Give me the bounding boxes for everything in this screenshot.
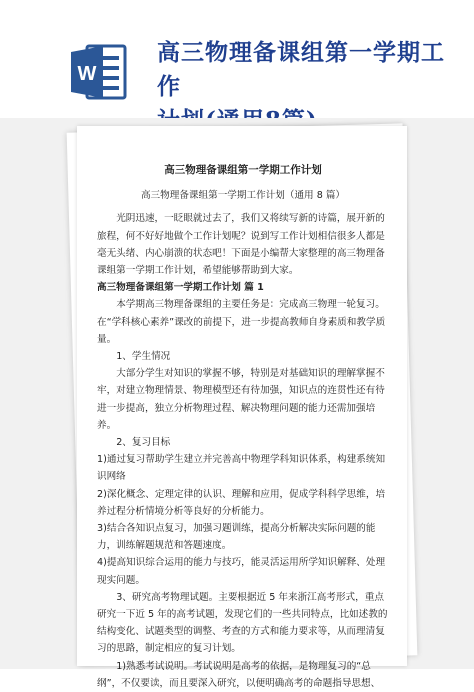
heading-review-goals: 2、复习目标 bbox=[116, 437, 171, 449]
paragraph-exam-outline: 1)熟悉考试说明。考试说明是高考的依据，是物理复习的“总纲”，不仅要读，而且要深入研究，以便明确高考的命题指导思想、 bbox=[97, 660, 381, 689]
goal-item: 1)通过复习帮助学生建立并完善高中物理学科知识体系，构建系统知识网络 bbox=[97, 454, 386, 483]
document-title: 高三物理备课组第一学期工作计划 bbox=[164, 164, 322, 176]
paragraph-tasks: 本学期高三物理备课组的主要任务是：完成高三物理一轮复习。在“学科核心素养”课改的前提下，进一步提高教师自身素质和教学质量。 bbox=[97, 299, 386, 345]
document-subtitle: 高三物理备课组第一学期工作计划（通用 8 篇） bbox=[140, 190, 346, 202]
section-heading: 高三物理备课组第一学期工作计划 篇 1 bbox=[97, 282, 264, 294]
heading-student-situation: 1、学生情况 bbox=[116, 351, 171, 363]
svg-text:W: W bbox=[77, 63, 97, 85]
paragraph-exam-research: 3、研究高考物理试题。主要根据近 5 年来浙江高考形式，重点研究一下近 5 年的高考试题，发现它们的一些共同特点，比如述教的结构变化、试题类型的调整、考查的方式和能力要求等，从而理清复习的思路，制定相应的复习计划。 bbox=[97, 591, 388, 655]
goal-item: 2)深化概念、定理定律的认识、理解和应用，促成学科科学思维，培养过程分析情境分析等良好的分析能力。 bbox=[97, 488, 386, 517]
document-page bbox=[77, 126, 407, 689]
word-document-icon bbox=[67, 40, 131, 104]
header bbox=[0, 0, 474, 118]
paragraph-student-situation: 大部分学生对知识的掌握不够，特别是对基础知识的理解掌握不牢，对建立物理情景、物理模型还有待加强，知识点的连贯性还有待进一步提高，独立分析物理过程、解决物理问题的能力还需加强培养。 bbox=[97, 368, 385, 431]
page-title-line-1: 高三物理备课组第一学期工作 bbox=[157, 39, 445, 100]
goal-item: 3)结合各知识点复习，加强习题训练，提高分析解决实际问题的能力，训练解题规范和答题速度。 bbox=[97, 523, 376, 552]
goal-item: 4)提高知识综合运用的能力与技巧，能灵活运用所学知识解释、处理现实问题。 bbox=[97, 557, 386, 586]
intro-paragraph: 光阴迅速，一眨眼就过去了，我们又将续写新的诗篇，展开新的旅程，何不好好地做个工作计划呢？说到写工作计划相信很多人都是毫无头绪、内心崩溃的状态吧！下面是小编帮大家整理的高三物理备课组第一学期工作计划，希望能够帮助到大家。 bbox=[97, 213, 385, 277]
document-content bbox=[97, 162, 389, 692]
